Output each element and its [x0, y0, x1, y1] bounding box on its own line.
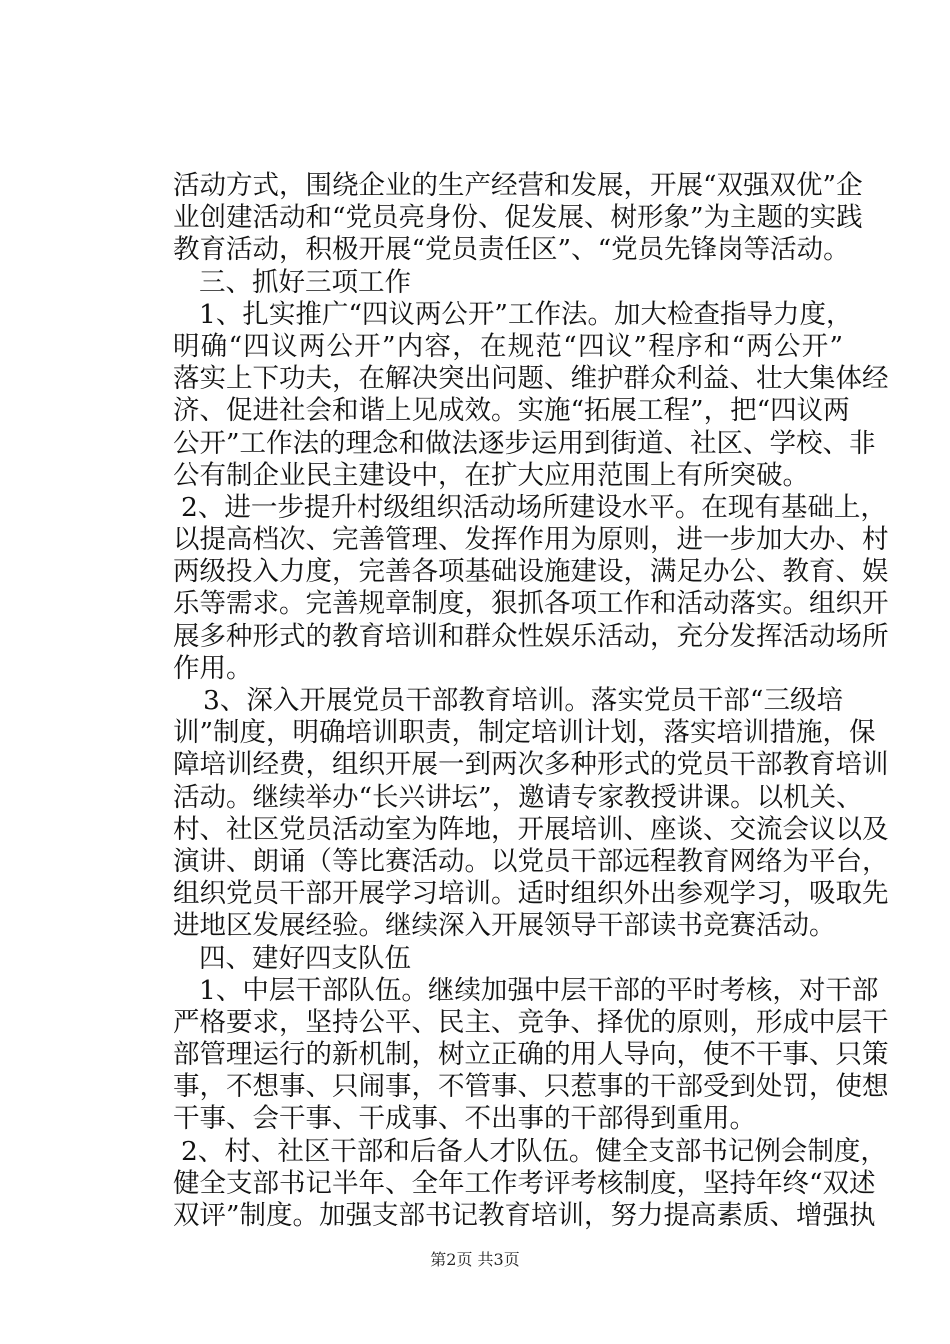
text-line-12: 以提高档次、完善管理、发挥作用为原则，进一步加大办、村 [173, 524, 889, 556]
text-line-23: 组织党员干部开展学习培训。适时组织外出参观学习，吸取先 [173, 878, 889, 910]
text-line-29: 事，不想事、只闹事，不管事、只惹事的干部受到处罚，使想 [173, 1071, 889, 1103]
text-line-18: 训”制度，明确培训职责，制定培训计划，落实培训措施，保 [173, 717, 876, 749]
text-line-32: 健全支部书记半年、全年工作考评考核制度，坚持年终“双述 [173, 1167, 876, 1199]
section-heading-four: 四、建好四支队伍 [199, 942, 411, 974]
text-line-26: 1、中层干部队伍。继续加强中层干部的平时考核，对干部 [199, 974, 879, 1006]
text-line-7: 落实上下功夫，在解决突出问题、维护群众利益、壮大集体经 [173, 363, 889, 395]
text-line-5: 1、扎实推广“四议两公开”工作法。加大检查指导力度， [199, 298, 853, 330]
document-body [173, 170, 889, 1232]
text-line-15: 展多种形式的教育培训和群众性娱乐活动，充分发挥活动场所 [173, 620, 889, 652]
page-number-footer: 第2页 共3页 [430, 1250, 520, 1269]
text-line-30: 干事、会干事、干成事、不出事的干部得到重用。 [173, 1103, 756, 1135]
text-line-17: 3、深入开展党员干部教育培训。落实党员干部“三级培 [203, 685, 843, 716]
text-line-8: 济、促进社会和谐上见成效。实施“拓展工程”，把“四议两 [173, 395, 850, 427]
text-line-16: 作用。 [173, 652, 253, 684]
section-heading-three: 三、抓好三项工作 [199, 266, 411, 298]
text-line-31: 2、村、社区干部和后备人才队伍。健全支部书记例会制度， [181, 1135, 887, 1167]
text-line-27: 严格要求，坚持公平、民主、竞争、择优的原则，形成中层干 [173, 1006, 889, 1038]
text-line-2: 业创建活动和“党员亮身份、促发展、树形象”为主题的实践 [173, 202, 863, 234]
text-line-33: 双评”制度。加强支部书记教育培训，努力提高素质、增强执 [173, 1200, 876, 1231]
text-line-9: 公开”工作法的理念和做法逐步运用到街道、社区、学校、非 [173, 427, 876, 459]
text-line-28: 部管理运行的新机制，树立正确的用人导向，使不干事、只策 [173, 1039, 889, 1071]
text-line-14: 乐等需求。完善规章制度，狠抓各项工作和活动落实。组织开 [173, 588, 889, 620]
text-line-20: 活动。继续举办“长兴讲坛”，邀请专家教授讲课。以机关、 [173, 781, 863, 813]
text-line-1: 活动方式，围绕企业的生产经营和发展，开展“双强双优”企 [173, 170, 863, 201]
text-line-3: 教育活动，积极开展“党员责任区”、“党员先锋岗等活动。 [173, 234, 850, 266]
text-line-10: 公有制企业民主建设中，在扩大应用范围上有所突破。 [173, 459, 809, 491]
text-line-11: 2、进一步提升村级组织活动场所建设水平。在现有基础上， [181, 491, 887, 523]
text-line-6: 明确“四议两公开”内容，在规范“四议”程序和“两公开” [173, 330, 843, 362]
text-line-22: 演讲、朗诵（等比赛活动。以党员干部远程教育网络为平台， [173, 845, 889, 877]
text-line-24: 进地区发展经验。继续深入开展领导干部读书竞赛活动。 [173, 910, 836, 942]
text-line-21: 村、社区党员活动室为阵地，开展培训、座谈、交流会议以及 [173, 813, 889, 845]
text-line-13: 两级投入力度，完善各项基础设施建设，满足办公、教育、娱 [173, 556, 889, 588]
text-line-19: 障培训经费，组织开展一到两次多种形式的党员干部教育培训 [173, 749, 889, 781]
